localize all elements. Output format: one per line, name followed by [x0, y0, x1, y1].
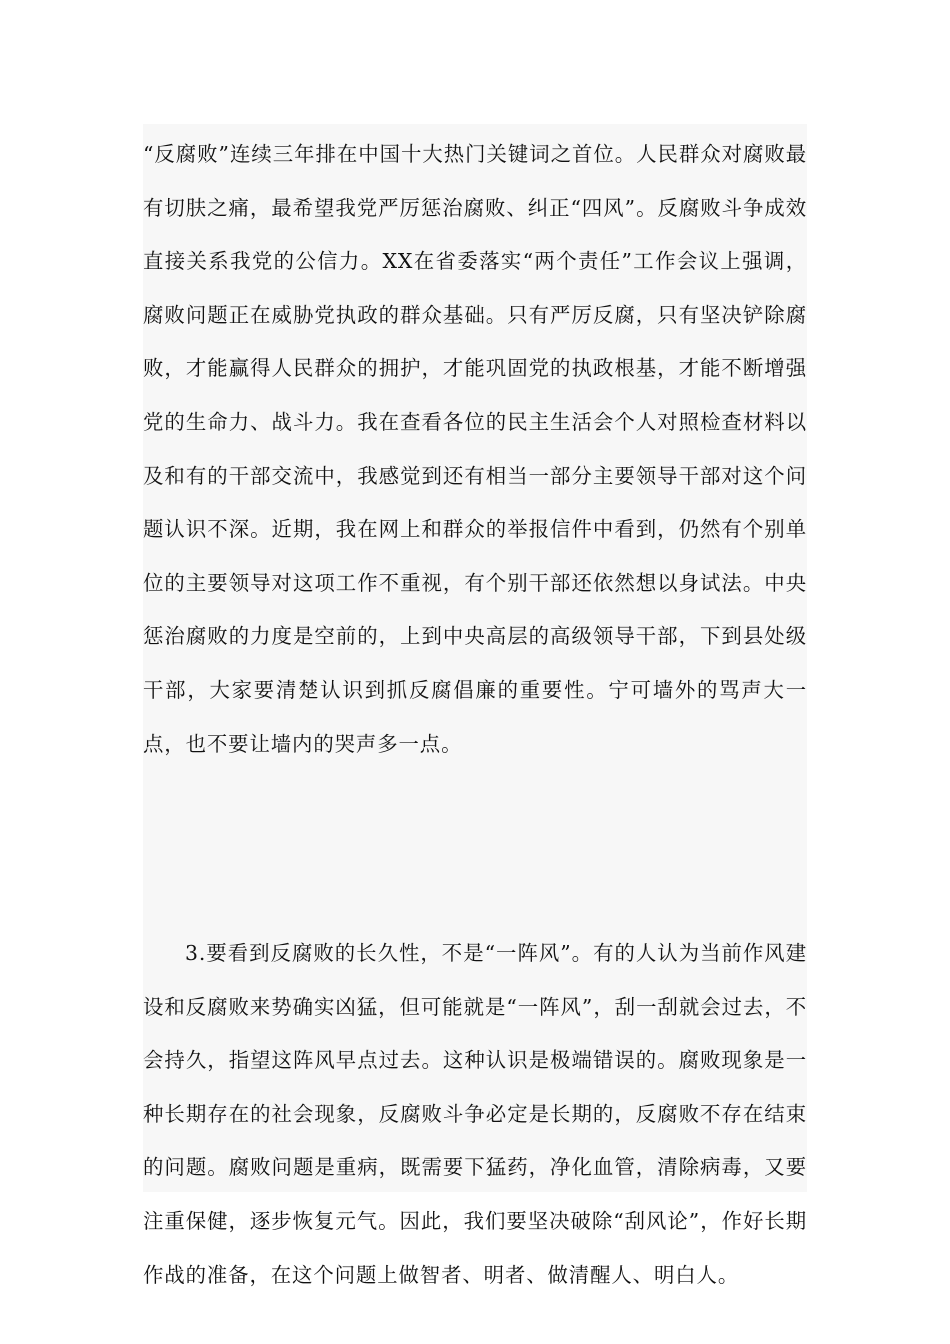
document-page [143, 124, 807, 1287]
body-paragraph-2: 3.要看到反腐败的长久性，不是“一阵风”。有的人认为当前作风建设和反腐败来势确实凶猛，但可能就是“一阵风”，刮一刮就会过去，不会持久，指望这阵风早点过去。这种认识是极端错误的。腐败现象是一种长期存在的社会现象，反腐败斗争必定是长期的，反腐败不存在结束的问题。腐败问题是重病，既需要下猛药，净化血管，清除病毒，又要注重保健，逐步恢复元气。因此，我们要坚决破除“刮风论”，作好长期作战的准备，在这个问题上做智者、明者、做清醒人、明白人。 [143, 941, 807, 1287]
body-paragraph-1: “反腐败”连续三年排在中国十大热门关键词之首位。人民群众对腐败最有切肤之痛，最希望我党严厉惩治腐败、纠正“四风”。反腐败斗争成效直接关系我党的公信力。XX在省委落实“两个责任”工作会议上强调，腐败问题正在威胁党执政的群众基础。只有严厉反腐，只有坚决铲除腐败，才能赢得人民群众的拥护，才能巩固党的执政根基，才能不断增强党的生命力、战斗力。我在查看各位的民主生活会个人对照检查材料以及和有的干部交流中，我感觉到还有相当一部分主要领导干部对这个问题认识不深。近期，我在网上和群众的举报信件中看到，仍然有个别单位的主要领导对这项工作不重视，有个别干部还依然想以身试法。中央惩治腐败的力度是空前的，上到中央高层的高级领导干部，下到县处级干部，大家要清楚认识到抓反腐倡廉的重要性。宁可墙外的骂声大一点，也不要让墙内的哭声多一点。 [143, 142, 807, 756]
